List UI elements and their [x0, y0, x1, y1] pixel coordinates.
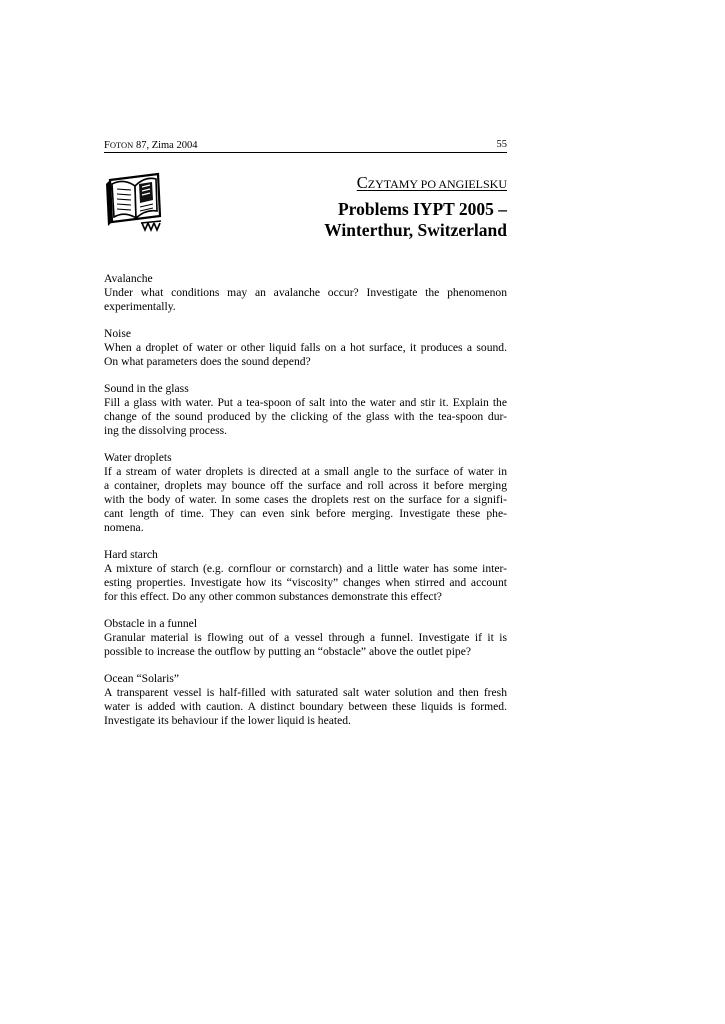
problem-title: Noise [104, 327, 132, 340]
problem-text-line: water is added with caution. A distinct boundary between these liquids is formed. [104, 700, 507, 713]
problem-title: Avalanche [104, 272, 153, 285]
article-title [324, 199, 507, 241]
problem-item [104, 272, 507, 314]
problem-text-line: A mixture of starch (e.g. cornflour or cornstarch) and a little water has some inter- [104, 562, 507, 575]
running-header [104, 138, 507, 153]
section-heading [357, 174, 507, 193]
problem-item [104, 382, 507, 438]
journal-issue [104, 138, 197, 153]
page-number: 55 [496, 139, 507, 150]
problem-text-line: a container, droplets may bounce off the surface and roll across it before merging [104, 479, 507, 492]
title-line-1: Problems IYPT 2005 – [337, 199, 507, 219]
problem-text-line: A transparent vessel is half-filled with saturated salt water solution and then fresh [104, 686, 507, 699]
problem-text-line: possible to increase the outflow by putting an “obstacle” above the outlet pipe? [104, 645, 472, 658]
journal-initial: F [104, 140, 110, 151]
problem-title: Water droplets [104, 451, 172, 464]
problem-text-line: with the body of water. In some cases the droplets rest on the surface for a signifi- [104, 493, 507, 506]
title-line-2: Winterthur, Switzerland [324, 220, 507, 240]
issue-label: 87, Zima 2004 [133, 140, 198, 151]
problem-text-line: cant length of time. They can even sink before merging. Investigate these phe- [104, 507, 507, 520]
problem-text-line: ing the dissolving process. [104, 424, 228, 437]
problem-text-line: experimentally. [104, 300, 176, 313]
section-initial: C [356, 173, 368, 192]
problem-text-line: On what parameters does the sound depend? [104, 355, 311, 368]
problem-item [104, 327, 507, 369]
problem-item [104, 672, 507, 728]
problem-text-line: change of the sound produced by the clicking of the glass with the tea-spoon dur- [104, 410, 507, 423]
problem-item [104, 617, 507, 659]
open-book-icon [104, 170, 166, 234]
problem-text-line: When a droplet of water or other liquid falls on a hot surface, it produces a sound. [104, 341, 507, 354]
problem-text-line: Under what conditions may an avalanche occur? Investigate the phenomenon [104, 286, 507, 299]
problem-text-line: esting properties. Investigate how its “viscosity” changes when stirred and account [104, 576, 507, 589]
problem-title: Ocean “Solaris” [104, 672, 180, 685]
problem-title: Sound in the glass [104, 382, 189, 395]
journal-name-smallcaps: OTON [109, 140, 134, 150]
problem-text-line: nomena. [104, 521, 144, 534]
problem-text-line: If a stream of water droplets is directed at a small angle to the surface of water in [104, 465, 507, 478]
section-name-smallcaps: ZYTAMY PO ANGIELSKU [367, 177, 507, 191]
problem-title: Obstacle in a funnel [104, 617, 198, 630]
problem-item [104, 548, 507, 604]
problem-text-line: Granular material is flowing out of a vessel through a funnel. Investigate if it is [104, 631, 507, 644]
problem-text-line: for this effect. Do any other common substances demonstrate this effect? [104, 590, 442, 603]
problem-list [104, 272, 507, 741]
problem-text-line: Investigate its behaviour if the lower liquid is heated. [104, 714, 351, 727]
problem-text-line: Fill a glass with water. Put a tea-spoon of salt into the water and stir it. Explain the [104, 396, 507, 409]
problem-title: Hard starch [104, 548, 158, 561]
problem-item [104, 451, 507, 535]
